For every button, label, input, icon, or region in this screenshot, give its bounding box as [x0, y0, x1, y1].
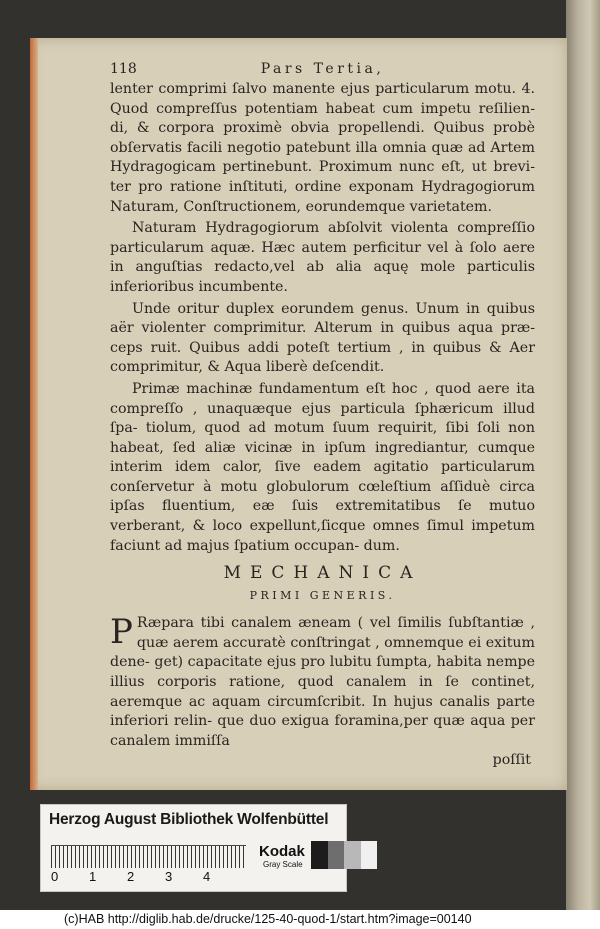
- paragraph-4: Primæ machinæ fundamentum eſt hoc , quod aere ita compreſſo , unaquæque ejus particula ſphæricum illud ſpa- tiolum, quod ad motum ſuum requirit, ſibi ſoli non habeat, ſed aliæ vicinæ in ipſum ingrediantur, cumque interim idem calor, ſive eadem agitatio particularum conſervetur à motu globulorum cœleſtium aſſiduè circa ipſas fluentium, eæ ſuis extremitatibus ſe mutuo verberant, & loco expellunt,ſicque omnes ſimul impetum faciunt ad majus ſpatium occupan- dum.: [110, 380, 535, 554]
- library-name: Herzog August Bibliothek Wolfenbüttel: [49, 811, 329, 828]
- ruler-number: 2: [127, 869, 135, 884]
- running-title: Pars Tertia,: [260, 61, 385, 77]
- drop-cap: P: [110, 612, 133, 653]
- paragraph-2: Naturam Hydragogiorum abſolvit violenta compreſſio particularum aquæ. Hæc autem perficitur vel à ſolo aere in anguſtias redacto,vel ab alia aquę mole particulis inferioribus incumbente.: [110, 220, 535, 295]
- folio-number: 118: [110, 61, 137, 77]
- page-header: [110, 60, 535, 80]
- gray-patch: [344, 841, 361, 869]
- ruler-number: 0: [51, 869, 59, 884]
- ruler-number: 1: [89, 869, 97, 884]
- ruler-number: 4: [203, 869, 211, 884]
- scale-ruler: [51, 845, 246, 868]
- page-binding-edge: [30, 38, 38, 790]
- library-label: [40, 804, 347, 892]
- final-paragraph: [110, 614, 535, 751]
- gray-patch: [311, 841, 328, 869]
- section-subtitle: PRIMI GENERIS.: [249, 589, 396, 603]
- page-text: [110, 60, 535, 771]
- gray-patch: [361, 841, 378, 869]
- gray-scale-patches: [311, 841, 377, 869]
- ruler-number: 3: [165, 869, 173, 884]
- catchword: poſſit: [492, 752, 531, 769]
- gray-scale-label: Gray Scale: [263, 860, 303, 869]
- adjacent-page-edge: [566, 0, 600, 910]
- kodak-logo: Kodak: [259, 843, 305, 860]
- paragraph-3: Unde oritur duplex eorundem genus. Unum in quibus aër violenter comprimitur. Alterum in quibus aqua præ- ceps ruit. Quibus addi poteſt tertium , in quibus & Aer comprimitur, & Aqua liberè deſcendit.: [110, 300, 535, 376]
- image-credit: (c)HAB http://diglib.hab.de/drucke/125-40-quod-1/start.htm?image=00140: [0, 910, 600, 929]
- final-paragraph-text: Ræpara tibi canalem æneam ( vel ſimilis ſubſtantiæ , quæ aerem accuratè conſtringat , omnemque ei exitum dene- get) capacitate ejus pro lubitu ſumpta, habita nempe illius corporis ratione, quod canalem in ſe continet, aeremque ac aquam circumſcribit. In hujus canalis parte inferiori relin- que duo exigua foramina,per quæ aqua per canalem immiſſa: [110, 615, 535, 749]
- section-title: MECHANICA: [223, 563, 422, 584]
- ruler-numbers: [51, 869, 251, 887]
- gray-patch: [328, 841, 345, 869]
- paragraph-1: lenter comprimi ſalvo manente ejus particularum motu. 4. Quod compreſſus potentiam habeat cum impetu reſilien- di, & corpora proximè obvia propellendi. Quibus probè obſervatis facili negotio patebunt illa omnia quæ ad Artem Hydragogicam pertinebunt. Proximum nunc eſt, ut brevi- ter pro ratione inſtituti, ordine exponam Hydragogiorum Naturam, Conſtructionem, eorundemque varietatem.: [110, 81, 535, 215]
